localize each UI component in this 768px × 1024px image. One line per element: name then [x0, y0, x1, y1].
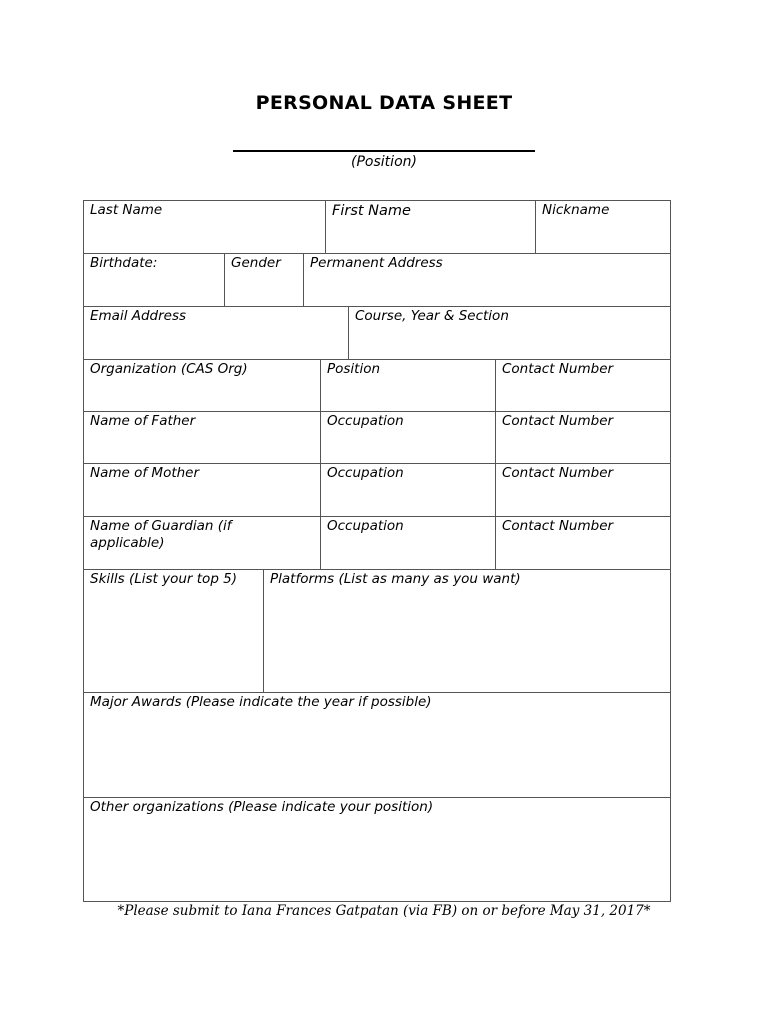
- skills-label: Skills (List your top 5): [90, 571, 238, 587]
- occupation-label: Occupation: [327, 518, 404, 534]
- permanent-address-label: Permanent Address: [310, 255, 443, 271]
- guardian-contact-number-field[interactable]: [496, 517, 670, 570]
- last-name-field[interactable]: [84, 201, 326, 254]
- first-name-field[interactable]: [326, 201, 536, 254]
- birthdate-field[interactable]: [84, 254, 225, 307]
- nickname-label: Nickname: [542, 202, 610, 218]
- skills-field[interactable]: [84, 570, 264, 693]
- father-occupation-field[interactable]: [321, 412, 496, 464]
- organization-field[interactable]: [84, 360, 321, 412]
- organization-label: Organization (CAS Org): [90, 361, 248, 377]
- contact-number-label: Contact Number: [502, 361, 614, 377]
- guardian-name-field[interactable]: [84, 517, 321, 570]
- contact-number-label: Contact Number: [502, 518, 614, 534]
- permanent-address-field[interactable]: [304, 254, 670, 307]
- father-contact-number-field[interactable]: [496, 412, 670, 464]
- occupation-label: Occupation: [327, 413, 404, 429]
- email-address-label: Email Address: [90, 308, 187, 324]
- data-sheet-form: [83, 200, 671, 902]
- contact-number-label: Contact Number: [502, 465, 614, 481]
- submission-note: *Please submit to Iana Frances Gatpatan (via FB) on or before May 31, 2017*: [117, 903, 651, 919]
- position-label: (Position): [351, 154, 417, 170]
- birthdate-label: Birthdate:: [90, 255, 158, 271]
- platforms-field[interactable]: [264, 570, 670, 693]
- first-name-label: First Name: [332, 203, 411, 219]
- father-name-field[interactable]: [84, 412, 321, 464]
- position-input-line[interactable]: [233, 150, 535, 152]
- platforms-label: Platforms (List as many as you want): [270, 571, 521, 587]
- course-year-section-label: Course, Year & Section: [355, 308, 509, 324]
- gender-label: Gender: [231, 255, 281, 271]
- contact-number-label: Contact Number: [502, 413, 614, 429]
- email-address-field[interactable]: [84, 307, 349, 360]
- mother-name-field[interactable]: [84, 464, 321, 517]
- course-year-section-field[interactable]: [349, 307, 670, 360]
- other-organizations-label: Other organizations (Please indicate your position): [90, 799, 434, 815]
- last-name-label: Last Name: [90, 202, 163, 218]
- org-position-label: Position: [327, 361, 381, 377]
- org-position-field[interactable]: [321, 360, 496, 412]
- page-title: PERSONAL DATA SHEET: [255, 92, 513, 114]
- mother-name-label: Name of Mother: [90, 465, 200, 481]
- father-name-label: Name of Father: [90, 413, 196, 429]
- gender-field[interactable]: [225, 254, 304, 307]
- other-organizations-field[interactable]: [84, 798, 670, 901]
- org-contact-number-field[interactable]: [496, 360, 670, 412]
- mother-contact-number-field[interactable]: [496, 464, 670, 517]
- mother-occupation-field[interactable]: [321, 464, 496, 517]
- guardian-name-label: Name of Guardian (if applicable): [90, 518, 232, 551]
- nickname-field[interactable]: [536, 201, 670, 254]
- occupation-label: Occupation: [327, 465, 404, 481]
- major-awards-field[interactable]: [84, 693, 670, 798]
- guardian-occupation-field[interactable]: [321, 517, 496, 570]
- major-awards-label: Major Awards (Please indicate the year if possible): [90, 694, 432, 710]
